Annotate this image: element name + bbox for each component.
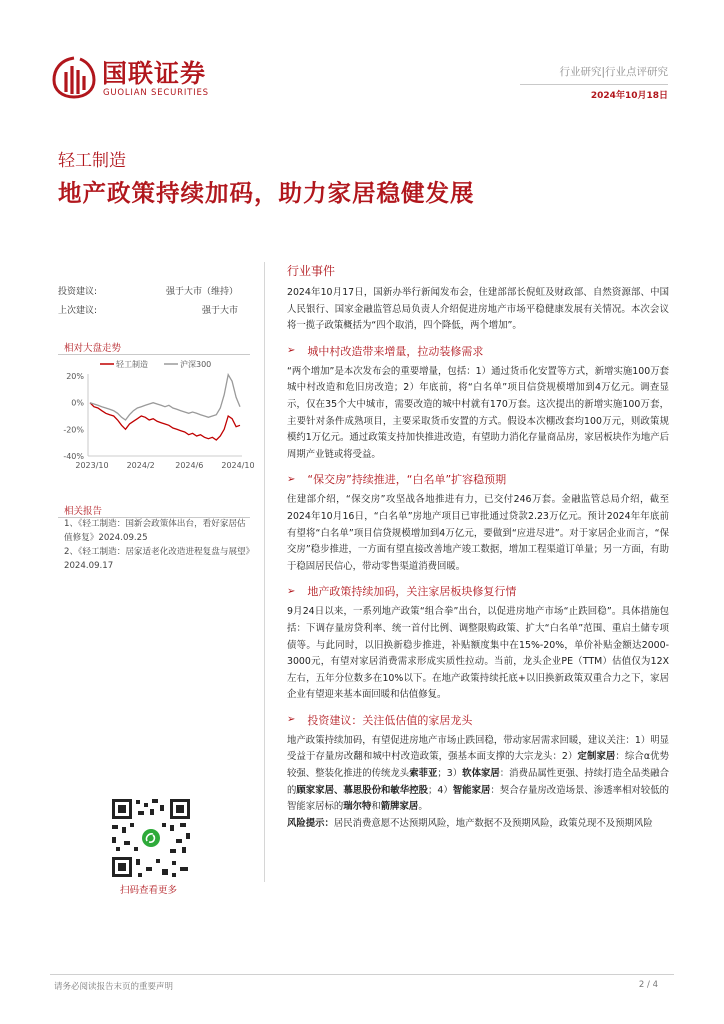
text-run: ；3） — [437, 768, 463, 780]
risk-label: 风险提示： — [287, 817, 334, 829]
rating-box — [58, 283, 250, 321]
legend-label: 沪深300 — [180, 360, 212, 369]
risk-warning — [287, 816, 669, 833]
report-body — [287, 262, 669, 832]
paragraph: 9月24日以来，一系列地产政策“组合拳”出台，以促进房地产市场“止跌回稳”。具体措施包括：下调存量房贷利率、统一首付比例、调整限购政策、扩大“白名单”范围、重启土储专项债等。与此同时，以旧换新稳步推进，补贴额度集中在15%-20%，单价补贴金额达2000-3000元，有望对家居消费需求形成实质性拉动。当前，龙头企业PE（TTM）估值仅为12X左右，五年分位数多在10%以下。在地产政策持续托底+以旧换新政策双重合力之下，家居企业有望迎来基本面回暖和估值修复。 — [287, 606, 669, 701]
subheading-text: 投资建议：关注低估值的家居龙头 — [307, 713, 473, 727]
brand-name-en: GUOLIAN SECURITIES — [103, 88, 209, 98]
bold-text: 定制家居 — [577, 751, 616, 763]
text-run: ；4） — [428, 784, 453, 796]
column-divider — [264, 262, 265, 882]
x-tick-label: 2024/2 — [126, 461, 155, 470]
subheading-text: 城中村改造带来增量，拉动装修需求 — [307, 344, 484, 358]
arrow-icon: ➢ — [287, 585, 296, 597]
report-title: 地产政策持续加码，助力家居稳健发展 — [58, 179, 475, 207]
related-reports-list — [64, 517, 250, 573]
subheading-text: 地产政策持续加码，关注家居板块修复行情 — [307, 585, 517, 599]
text-run: 和 — [371, 801, 381, 813]
chart-title: 相对大盘走势 — [64, 343, 122, 354]
footer-disclaimer[interactable]: 请务必阅读报告末页的重要声明 — [54, 982, 174, 992]
rating-label: 上次建议: — [58, 306, 98, 316]
y-tick-label: -40% — [63, 452, 84, 461]
subheading — [287, 712, 669, 728]
page-number: 2 / 4 — [638, 980, 658, 990]
x-tick-label: 2024/6 — [175, 461, 204, 470]
arrow-icon: ➢ — [287, 473, 296, 485]
relative-performance-chart — [58, 356, 255, 482]
bold-text: 软体家居 — [462, 768, 500, 780]
paragraph: 住建部介绍，“保交房”攻坚战各地推进有力，已交付246万套。金融监管总局介绍，截至2024年10月16日，“白名单”房地产项目已审批通过贷款2.23万亿元。预计2024年年底前有望将“白名单”项目信贷规模增加到4万亿元，要做到“应进尽进”。对于家居企业而言，“保交房”稳步推进，一方面有望直接改善地产竣工数据，增加工程渠道订单量；另一方面，有助于稳固居民信心，带动零售渠道消费回暖。 — [287, 494, 669, 572]
text-run: ：消费品属性更强、持续打造全品类融合的 — [287, 768, 669, 796]
document-type: 行业研究|行业点评研究 — [559, 66, 668, 78]
subheading-text: “保交房”持续推进，“白名单”扩容稳预期 — [307, 473, 507, 487]
rating-row-previous — [58, 302, 250, 321]
risk-text: 居民消费意愿不达预期风险，地产数据不及预期风险，政策兑现不及预期风险 — [333, 817, 653, 829]
industry-label: 轻工制造 — [58, 151, 126, 171]
brand-logo-icon — [52, 56, 96, 98]
intro-paragraph: 2024年10月17日，国新办举行新闻发布会，住建部部长倪虹及财政部、自然资源部、中国人民银行、国家金融监管总局负责人介绍促进房地产市场平稳健康发展有关情况。本次会议将一揽子政策概括为“四个取消，四个降低，两个增加”。 — [287, 287, 669, 332]
x-tick-label: 2024/10 — [221, 461, 255, 470]
y-tick-label: 20% — [66, 372, 84, 381]
y-tick-label: -20% — [63, 425, 84, 435]
bold-text: 索菲亚 — [409, 768, 438, 780]
chart-divider — [58, 354, 250, 355]
rating-value: 强于大市 — [201, 306, 238, 316]
bold-text: 智能家居 — [452, 784, 491, 796]
paragraph: “两个增加”是本次发布会的重要增量，包括：1）通过货币化安置等方式，新增实施100万套城中村改造和危旧房改造；2）年底前，将“白名单”项目信贷规模增加到4万亿元。调查显示，仅在35个大中城市，需要改造的城中村就有170万套。这次提出的新增实施100万套，主要针对条件成熟项目，主要采取货币安置的方式。假设本次棚改套均100万元，则政策规模约1万亿元。通过政策支持加快推进改造，有望助力消化存量商品房，家居板块作为地产后周期产业链或将受益。 — [287, 365, 669, 460]
x-tick-label: 2023/10 — [75, 461, 109, 470]
arrow-icon: ➢ — [287, 714, 296, 726]
subheading — [287, 471, 669, 487]
text-run: 。 — [418, 801, 428, 813]
text-run: 地产政策持续加码，有望促进房地产市场止跌回稳，带动家居需求回暖，建议关注：1）明显受益于存量房改翻和城中村改造政策，强基本面支撑的大宗龙头：2） — [287, 734, 669, 763]
bold-text: 箭牌家居 — [380, 801, 419, 813]
rating-row-current — [58, 283, 250, 302]
header-divider — [520, 84, 668, 85]
series-line — [90, 403, 240, 440]
bold-text: 顾家家居、慕思股份和敏华控股 — [296, 784, 429, 796]
rating-value: 强于大市（维持） — [165, 287, 238, 297]
related-report-item[interactable]: 1、《轻工制造：国新会政策体出台，看好家居估值修复》2024.09.25 — [64, 519, 246, 543]
series-line — [90, 375, 240, 420]
qr-code-label: 扫码查看更多 — [120, 885, 178, 896]
related-reports-title: 相关报告 — [64, 506, 103, 517]
legend-label: 轻工制造 — [116, 360, 148, 369]
subheading — [287, 583, 669, 599]
brand-name: 国联证券 — [102, 59, 207, 88]
bold-text: 瑞尔特 — [343, 801, 372, 813]
text-run: ：契合存量房改造场景、渗透率相对较低的智能家居标的 — [287, 784, 669, 813]
footer-divider — [50, 974, 674, 975]
subheading — [287, 343, 669, 359]
investment-advice-paragraph — [287, 733, 669, 816]
text-run: ：综合α优势较强、整装化推进的传统龙头 — [287, 751, 669, 780]
arrow-icon: ➢ — [287, 345, 296, 357]
y-tick-label: 0% — [71, 398, 84, 408]
report-date: 2024年10月18日 — [590, 91, 668, 101]
section-title: 行业事件 — [287, 264, 336, 278]
related-report-item[interactable]: 2、《轻工制造：居家适老化改造进程复盘与展望》2024.09.17 — [64, 547, 250, 571]
rating-label: 投资建议: — [58, 287, 98, 297]
qr-code-icon[interactable] — [110, 797, 192, 879]
